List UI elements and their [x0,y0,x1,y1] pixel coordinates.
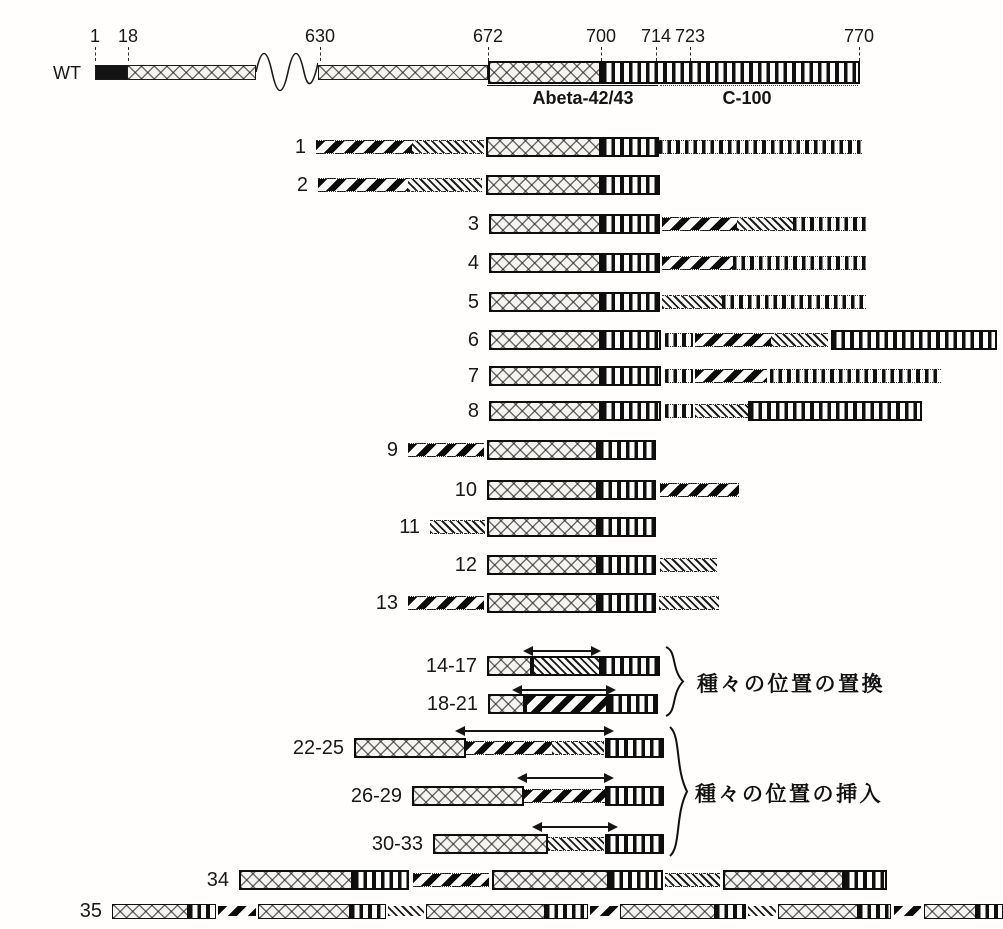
abeta-region-bracket [487,85,658,86]
construct-row-18-21-segment-bold-diagonal [525,694,608,714]
c100-region-label: C-100 [722,88,772,108]
construct-row-30-33-label: 30-33 [371,833,423,855]
construct-row-13-label: 13 [375,592,398,614]
wt-tick-label: 18 [117,26,139,46]
construct-row-7-segment-ladder [601,366,661,386]
construct-row-2-segment-bold-diagonal [318,178,408,192]
construct-row-3-segment-ladder [601,214,660,234]
wt-tick-label: 723 [674,26,706,46]
construct-row-35-segment-ladder [188,904,216,919]
construct-row-13-segment-ladder [598,593,656,613]
wt-tick-line [859,47,860,61]
construct-row-35-segment-ladder [976,904,1003,919]
construct-row-1-segment-crosshatch [486,137,601,157]
construct-row-12-segment-crosshatch [487,555,598,575]
construct-row-8-segment-ladder [601,401,661,421]
construct-row-30-33-segment-thin-diagonal [548,837,604,851]
construct-row-9-label: 9 [386,439,398,461]
abeta-region-label: Abeta-42/43 [532,88,634,108]
construct-row-35-segment-crosshatch [924,904,976,919]
construct-row-1-segment-bold-diagonal [316,140,412,154]
construct-row-12-segment-ladder [598,555,656,575]
construct-row-14-17-shift-arrow [532,650,592,652]
wt-tick-line [488,47,489,61]
construct-row-14-17-label: 14-17 [425,655,477,677]
construct-row-35-segment-ladder [858,904,891,919]
wt-tick-line [95,47,96,61]
wt-tick-label: 700 [585,26,617,46]
construct-row-26-29-segment-crosshatch [412,786,524,806]
construct-row-1-segment-thin-diagonal [412,140,484,154]
construct-row-34-segment-crosshatch [492,870,609,890]
construct-row-7-segment-bold-diagonal [695,369,767,383]
construct-row-3-segment-bold-diagonal [662,217,737,231]
construct-row-1-segment-ladder [601,137,659,157]
wild-type-label: WT [53,63,81,83]
construct-row-35-segment-ladder [545,904,588,919]
construct-row-3-label: 3 [467,213,479,235]
construct-row-30-33-segment-crosshatch [433,834,548,854]
wt-segment-crosshatch [127,65,256,80]
wt-tick-line [128,47,129,61]
construct-row-35-segment-thin-diagonal [388,906,424,916]
construct-row-22-25-shift-arrow [464,730,605,732]
construct-row-2-label: 2 [296,174,308,196]
construct-row-3-segment-crosshatch [489,214,601,234]
construct-row-7-segment-crosshatch [489,366,601,386]
construct-row-8-segment-ladder [748,401,922,421]
wt-tick-line [690,47,691,61]
construct-row-5-segment-ladder [601,292,660,312]
construct-row-18-21-segment-crosshatch [488,694,525,714]
wt-tick-label: 630 [304,26,336,46]
construct-row-5-segment-ladder [722,295,866,309]
substitution-group-label: 種々の位置の置換 [697,671,885,696]
construct-row-35-segment-bold-diagonal [218,906,256,916]
construct-row-4-segment-ladder [733,256,866,270]
construct-row-35-segment-bold-diagonal [590,906,618,916]
construct-row-6-segment-crosshatch [489,330,601,350]
wt-segment-ladder [601,61,860,84]
construct-row-6-segment-ladder [601,330,661,350]
construct-row-2-segment-ladder [601,175,660,195]
construct-row-34-segment-bold-diagonal [413,873,489,887]
construct-row-3-segment-thin-diagonal [737,217,793,231]
construct-row-10-label: 10 [454,479,477,501]
construct-row-35-segment-bold-diagonal [894,906,921,916]
construct-row-6-label: 6 [467,329,479,351]
construct-row-6-segment-ladder [665,333,693,347]
insertion-group-brace [667,726,691,857]
wt-tick-label: 770 [843,26,875,46]
wt-tick-line [320,47,321,61]
insertion-group-label: 種々の位置の挿入 [695,781,883,806]
construct-row-22-25-segment-ladder [605,738,664,758]
construct-row-22-25-segment-thin-diagonal [552,741,604,755]
construct-row-8-segment-ladder [665,404,693,418]
wt-tick-line [601,47,602,61]
wt-tick-label: 714 [640,26,672,46]
construct-row-34-segment-crosshatch [723,870,844,890]
construct-row-35-segment-crosshatch [426,904,545,919]
c100-region-underline [660,85,858,86]
construct-row-18-21-segment-ladder [608,694,658,714]
wt-segment-black [95,65,127,80]
construct-row-14-17-segment-thin-diagonal [532,656,601,676]
construct-row-6-segment-ladder [831,330,997,350]
construct-row-8-segment-thin-diagonal [695,404,748,418]
construct-row-1-segment-ladder [659,140,862,154]
construct-row-14-17-segment-crosshatch [487,656,532,676]
wt-squiggle-break [256,49,318,95]
construct-row-35-segment-thin-diagonal [748,906,776,916]
construct-row-5-segment-thin-diagonal [662,295,722,309]
construct-row-34-segment-thin-diagonal [665,873,720,887]
construct-row-1-label: 1 [294,136,306,158]
construct-row-12-label: 12 [454,554,477,576]
construct-row-22-25-segment-crosshatch [354,738,466,758]
construct-row-22-25-label: 22-25 [292,737,344,759]
construct-row-5-label: 5 [467,291,479,313]
construct-row-7-segment-ladder [665,369,693,383]
construct-row-6-segment-thin-diagonal [771,333,828,347]
construct-row-35-label: 35 [79,900,102,922]
construct-row-8-label: 8 [467,400,479,422]
construct-row-35-segment-crosshatch [620,904,715,919]
wt-tick-line [656,47,657,61]
construct-row-35-segment-ladder [715,904,746,919]
construct-row-34-segment-crosshatch [239,870,353,890]
construct-row-18-21-label: 18-21 [426,693,478,715]
construct-row-35-segment-ladder [350,904,386,919]
construct-row-3-segment-ladder [793,217,866,231]
construct-row-35-segment-crosshatch [258,904,350,919]
wt-segment-crosshatch [318,65,488,80]
construct-row-35-segment-crosshatch [112,904,188,919]
construct-row-4-segment-ladder [601,253,660,273]
construct-row-13-segment-thin-diagonal [659,596,719,610]
construct-row-11-segment-ladder [598,517,656,537]
construct-row-26-29-shift-arrow [526,777,605,779]
construct-row-6-segment-bold-diagonal [695,333,771,347]
construct-row-9-segment-bold-diagonal [408,443,484,457]
construct-row-34-label: 34 [206,869,229,891]
construct-row-2-segment-thin-diagonal [408,178,482,192]
construct-row-4-segment-crosshatch [489,253,601,273]
construct-row-30-33-segment-ladder [605,834,664,854]
construct-row-10-segment-ladder [598,480,656,500]
construct-row-9-segment-crosshatch [487,440,598,460]
construct-row-4-label: 4 [467,252,479,274]
construct-row-34-segment-ladder [609,870,663,890]
construct-row-11-label: 11 [399,516,420,538]
construct-row-26-29-segment-bold-diagonal [524,789,605,803]
construct-row-5-segment-crosshatch [489,292,601,312]
construct-row-10-segment-crosshatch [487,480,598,500]
construct-row-34-segment-ladder [353,870,409,890]
construct-row-11-segment-thin-diagonal [430,520,485,534]
construct-row-9-segment-ladder [598,440,656,460]
construct-row-4-segment-bold-diagonal [662,256,733,270]
construct-row-10-segment-bold-diagonal [660,483,739,497]
substitution-group-brace [663,646,687,717]
wt-tick-label: 672 [472,26,504,46]
construct-row-13-segment-bold-diagonal [408,596,484,610]
construct-row-13-segment-crosshatch [487,593,598,613]
construct-row-22-25-segment-bold-diagonal [466,741,552,755]
construct-row-11-segment-crosshatch [487,517,598,537]
construct-row-12-segment-thin-diagonal [660,558,717,572]
construct-row-26-29-segment-ladder [605,786,664,806]
wt-tick-label: 1 [89,26,101,46]
construct-row-26-29-label: 26-29 [350,785,402,807]
construct-row-7-label: 7 [467,365,479,387]
construct-row-7-segment-ladder [770,369,941,383]
construct-row-18-21-shift-arrow [521,689,607,691]
construct-row-34-segment-ladder [844,870,887,890]
construct-row-30-33-shift-arrow [541,826,609,828]
construct-row-14-17-segment-ladder [601,656,660,676]
construct-row-35-segment-crosshatch [778,904,858,919]
wt-segment-crosshatch [488,61,601,84]
construct-row-2-segment-crosshatch [486,175,601,195]
construct-row-8-segment-crosshatch [489,401,601,421]
